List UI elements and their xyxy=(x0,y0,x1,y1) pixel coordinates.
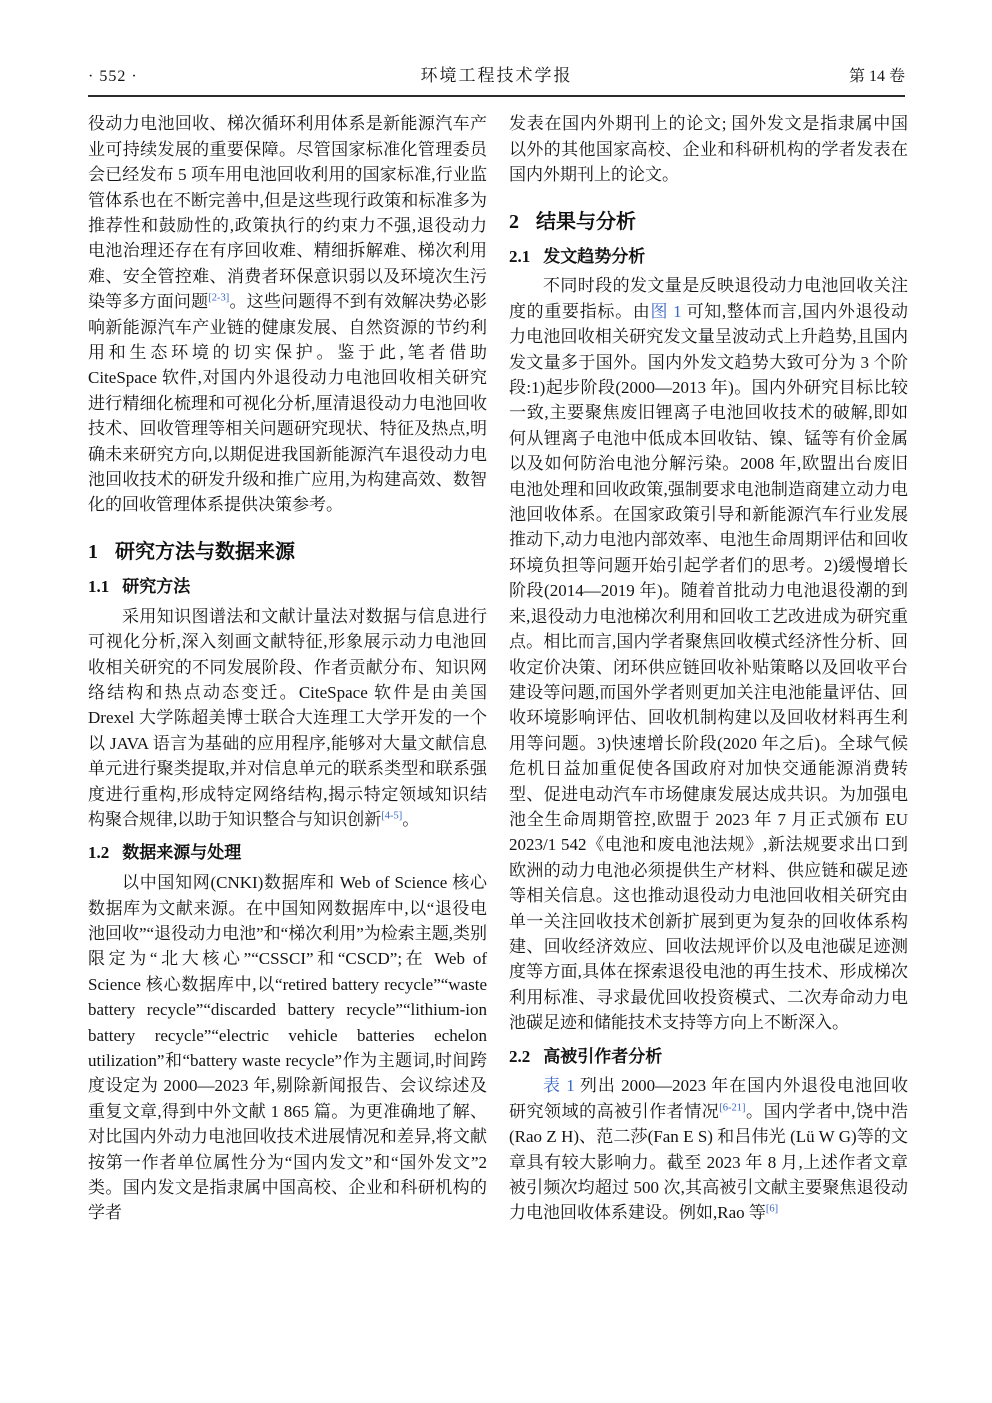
section-title: 数据来源与处理 xyxy=(122,843,242,863)
section-title: 结果与分析 xyxy=(536,210,636,233)
section-2-1-heading xyxy=(509,245,908,269)
section-2-heading xyxy=(509,209,908,235)
text-segment: 发表在国内外期刊上的论文; 国外发文是指隶属中国以外的其他国家高校、企业和科研机构的学者发表在国内外期刊上的论文。 xyxy=(509,114,908,185)
section-title: 发文趋势分析 xyxy=(543,246,646,266)
cross-reference-link[interactable]: 图 1 xyxy=(650,301,682,321)
citation-ref-link[interactable]: [2-3] xyxy=(208,292,230,304)
cross-reference-link[interactable]: 表 1 xyxy=(543,1076,575,1096)
volume-label: 第 14 卷 xyxy=(848,68,905,85)
cited-authors-paragraph xyxy=(509,1073,908,1225)
section-1-1-heading xyxy=(88,575,487,599)
foreign-publication-paragraph xyxy=(509,111,908,187)
research-method-paragraph xyxy=(88,604,487,833)
section-1-2-heading xyxy=(88,841,487,865)
section-number: 2.2 xyxy=(509,1046,531,1066)
header-rule xyxy=(88,95,905,97)
text-segment: 可知,整体而言,国内外退役动力电池回收相关研究发文量呈波动式上升趋势,且国内发文量多于国外。国内外发文趋势大致可分为 3 个阶段:1)起步阶段(2000—2013 年)。国内外研究目标比较一致,主要聚焦废旧锂离子电池回收技术的破解,即如何从锂离子电池中低成本回收钴、镍、锰等有价金属以及如何防治电池分解污染。2008 年,欧盟出台废旧电池处理和回收政策,强制要求电池制造商建立动力电池回收体系。在国家政策引导和新能源汽车行业发展推动下,动力电池内部效率、电池生命周期评估和回收环境负担等问题开始引起学者们的思考。2)缓慢增长阶段(2014—2019 年)。随着首批动力电池退役潮的到来,退役动力电池梯次利用和回收工艺改进成为研究重点。相比而言,国内学者聚焦回收模式经济性分析、回收定价决策、闭环供应链回收补贴策略以及回收平台建设等问题,而国外学者则更加关注电池能量评估、回收环境影响评估、回收机制构建以及回收材料再生利用等问题。3)快速增长阶段(2020 年之后)。全球气候危机日益加重促使各国政府对加快交通能源消费转型、促进电动汽车市场健康发展达成共识。为加强电池全生命周期管控,欧盟于 2023 年 7 月正式颁布 EU 2023/1 542《电池和废电池法规》,新法规要求出口到欧洲的动力电池必须提供生产材料、供应链和碳足迹等相关信息。这也推动退役动力电池回收相关研究由单一关注回收技术创新扩展到更为复杂的回收体系构建、回收经济效应、回收法规评价以及电池碳足迹测度等方面,具体在探索退役电池的再生技术、形成梯次利用标准、寻求最优回收投资模式、二次寿命动力电池碳足迹和储能技术支持等方向上不断深入。 xyxy=(509,301,908,1033)
text-segment: 。 xyxy=(402,809,420,829)
citation-ref-link[interactable]: [6-21] xyxy=(719,1102,746,1114)
section-number: 1.1 xyxy=(88,576,110,596)
text-segment: 役动力电池回收、梯次循环利用体系是新能源汽车产业可持续发展的重要保障。尽管国家标准化管理委员会已经发布 5 项车用电池回收利用的国家标准,行业监管体系也在不断完善中,但是这些现行政策和标准多为推荐性和鼓励性的,政策执行的约束力不强,退役动力电池治理还存在有序回收难、精细拆解难、梯次利用难、安全管控难、消费者环保意识弱以及环境次生污染等多方面问题 xyxy=(88,114,487,312)
section-number: 1 xyxy=(88,540,98,563)
right-column xyxy=(509,111,908,1225)
left-column xyxy=(88,111,487,1225)
section-2-2-heading xyxy=(509,1045,908,1069)
data-source-paragraph xyxy=(88,870,487,1226)
section-number: 2.1 xyxy=(509,246,531,266)
text-segment: 。国内学者中,饶中浩(Rao Z H)、范二莎(Fan E S) 和吕伟光 (Lü W G)等的文章具有较大影响力。截至 2023 年 8 月,上述作者文章被引频次均超过 500 次,其高被引文献主要聚焦退役动力电池回收体系建设。例如,Rao 等 xyxy=(509,1101,909,1223)
text-segment: 采用知识图谱法和文献计量法对数据与信息进行可视化分析,深入刻画文献特征,形象展示动力电池回收相关研究的不同发展阶段、作者贡献分布、知识网络结构和热点动态变迁。CiteSpace 软件是由美国 Drexel 大学陈超美博士联合大连理工大学开发的一个以 JAVA 语言为基础的应用程序,能够对大量文献信息单元进行聚类提取,并对信息单元的联系类型和联系强度进行重构,形成特定网络结构,揭示特定领域知识结构聚合规律,以助于知识整合与知识创新 xyxy=(88,606,487,829)
citation-ref-link[interactable]: [6] xyxy=(765,1203,779,1215)
section-title: 高被引作者分析 xyxy=(543,1046,663,1066)
section-title: 研究方法 xyxy=(122,576,191,596)
text-segment: 以中国知网(CNKI)数据库和 Web of Science 核心数据库为文献来源。在中国知网数据库中,以“退役电池回收”“退役动力电池”和“梯次利用”为检索主题,类别限定为“北大核心”“CSSCI”和“CSCD”;在 Web of Science 核心数据库中,以“retired battery recycle”“waste battery recycle”“discarded battery recycle”“lithium-ion battery recycle”“electric vehicle batteries echelon utilization”和“battery waste recycle”作为主题词,时间跨度设定为 2000—2023 年,剔除新闻报告、会议综述及重复文章,得到中外文献 1 865 篇。为更准确地了解、对比国内外动力电池回收技术进展情况和差异,将文献按第一作者单位属性分为“国内发文”和“国外发文”2 类。国内发文是指隶属中国高校、企业和科研机构的学者 xyxy=(88,873,487,1223)
section-title: 研究方法与数据来源 xyxy=(115,540,295,563)
page-number: · 552 · xyxy=(88,68,138,85)
text-segment: 。这些问题得不到有效解决势必影响新能源汽车产业链的健康发展、自然资源的节约利用和生态环境的切实保护。鉴于此,笔者借助 CiteSpace 软件,对国内外退役动力电池回收相关研究进行精细化梳理和可视化分析,厘清退役动力电池回收技术、回收管理等相关问题研究现状、特征及热点,明确未来研究方向,以期促进我国新能源汽车退役动力电池回收技术的研发升级和推广应用,为构建高效、数智化的回收管理体系提供决策参考。 xyxy=(88,292,488,515)
running-head xyxy=(88,66,905,86)
text-segment: 不同时段的发文量是反映退役动力电池回收关注度的重要指标。由 xyxy=(509,276,908,321)
text-segment: 列出 2000—2023 年在国内外退役电池回收研究领域的高被引作者情况 xyxy=(509,1076,909,1121)
trend-analysis-paragraph xyxy=(509,273,908,1035)
journal-title: 环境工程技术学报 xyxy=(420,66,573,85)
article-body xyxy=(88,111,909,1225)
section-number: 2 xyxy=(509,210,519,233)
section-1-heading xyxy=(88,539,487,565)
section-number: 1.2 xyxy=(88,843,110,863)
intro-continuation-paragraph xyxy=(88,111,487,518)
citation-ref-link[interactable]: [4-5] xyxy=(381,810,403,822)
